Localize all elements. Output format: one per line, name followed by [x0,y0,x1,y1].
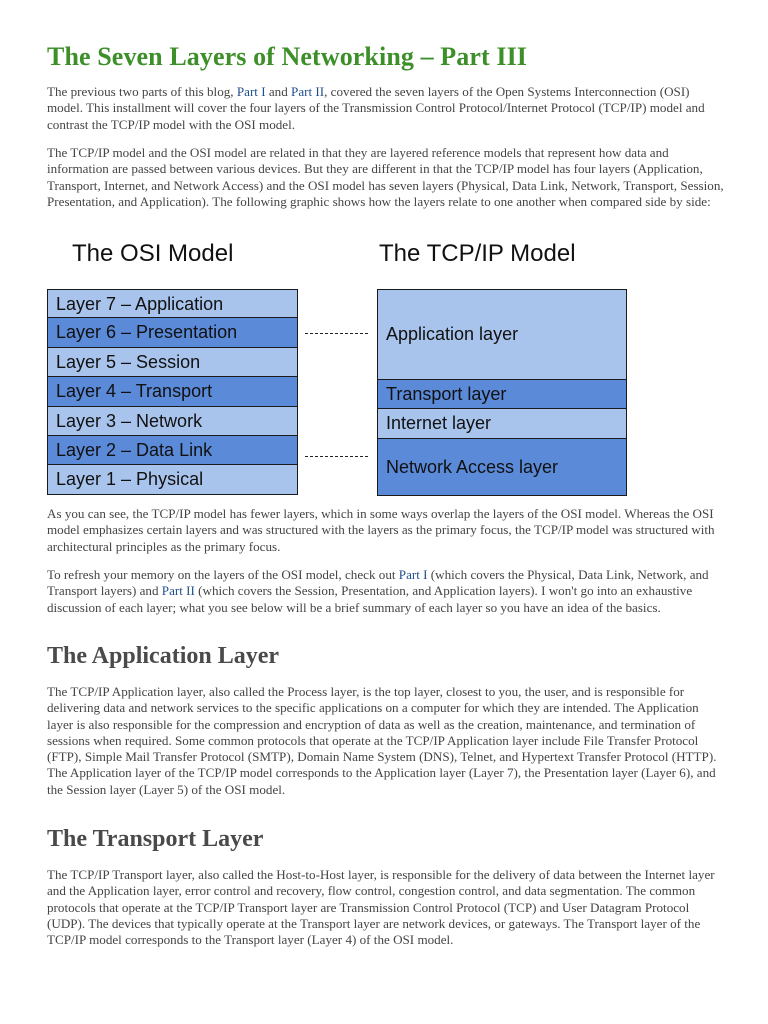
refresh-text-a: To refresh your memory on the layers of the OSI model, check out [47,567,399,582]
osi-layer-6: Layer 6 – Presentation [47,318,298,347]
osi-layer-2: Layer 2 – Data Link [47,436,298,465]
osi-layer-4: Layer 4 – Transport [47,377,298,406]
intro-paragraph-2: The TCP/IP model and the OSI model are related in that they are layered reference models that represent how data and information are passed between various devices. But they are different in that the TCP/IP model has four layers (Application, Transport, Internet, and Network Access) and the OSI model has seven layers (Physical, Data Link, Network, Transport, Session, Presentation, and Application). The following graphic shows how the layers relate to one another when compared side by side: [47,145,724,209]
intro-text-b: and [265,84,292,99]
tcpip-layer-stack [377,289,627,496]
tcpip-application-layer: Application layer [378,290,626,379]
connector-line-upper [305,333,368,334]
intro-text-a: The previous two parts of this blog, [47,84,237,99]
part-1-link[interactable]: Part I [236,84,266,99]
tcpip-transport-layer: Transport layer [378,379,626,408]
osi-model-title: The OSI Model [72,240,234,267]
transport-layer-heading: The Transport Layer [47,826,264,852]
tcpip-internet-layer: Internet layer [378,408,626,438]
part-2-link-2[interactable]: Part II [161,583,195,599]
refresh-paragraph [47,567,727,616]
tcpip-model-title: The TCP/IP Model [379,240,576,267]
transport-layer-body: The TCP/IP Transport layer, also called the Host-to-Host layer, is responsible for the delivery of data between the Internet layer and the Application layer, error control and recovery, flow control, congestion control, and data segmentation. The common protocols that operate at the TCP/IP Transport layer are Transmission Control Protocol (TCP) and User Datagram Protocol (UDP). The devices that typically operate at the Transport layer are network devices, or gateways. The Transport layer of the TCP/IP model corresponds to the Transport layer (Layer 4) of the OSI model. [47,867,715,948]
comparison-paragraph: As you can see, the TCP/IP model has fewer layers, which in some ways overlap the layers of the OSI model. Whereas the OSI model emphasizes certain layers and was structured with the layers as the primary focus, the TCP/IP model was structured with architectural principles as the primary focus. [47,506,715,554]
part-2-link[interactable]: Part II [291,84,325,99]
part-1-link-2[interactable]: Part I [398,567,428,582]
tcpip-network-access-layer: Network Access layer [378,438,626,495]
osi-layer-1: Layer 1 – Physical [47,465,298,494]
intro-paragraph-1 [47,84,727,133]
osi-layer-7: Layer 7 – Application [47,289,298,318]
connector-line-lower [305,456,368,457]
intro-text-c: , covered the seven layers of the Open Systems Interconnection (OSI) model. This installment will cover the four layers of the Transmission Control Protocol/Internet Protocol (TCP/IP) model and contrast the TCP/IP model with the OSI model. [47,84,705,132]
application-layer-body: The TCP/IP Application layer, also called the Process layer, is the top layer, closest to you, the user, and is responsible for delivering data and network services to the specific applications on a computer for which they are intended. The Application layer is also responsible for the compression and encryption of data as well as the creation, maintenance, and termination of sessions when required. Some common protocols that operate at the TCP/IP Application layer include File Transfer Protocol (FTP), Simple Mail Transfer Protocol (SMTP), Domain Name System (DNS), Telnet, and Hypertext Transfer Protocol (HTTP). The Application layer of the TCP/IP model corresponds to the Application layer (Layer 7), the Presentation layer (Layer 6), and the Session layer (Layer 5) of the OSI model. [47,684,717,797]
application-layer-heading: The Application Layer [47,643,280,669]
osi-layer-3: Layer 3 – Network [47,407,298,436]
page-title: The Seven Layers of Networking – Part III [47,42,528,71]
refresh-text-c: (which covers the Session, Presentation, and Application layers). I won't go into an exhaustive discussion of each layer; what you see below will be a brief summary of each layer so you have an idea of the basics. [47,583,693,615]
refresh-text-b: (which covers the Physical, Data Link, Network, and Transport layers) and [47,567,709,599]
osi-layer-stack [47,289,298,495]
osi-layer-5: Layer 5 – Session [47,348,298,377]
